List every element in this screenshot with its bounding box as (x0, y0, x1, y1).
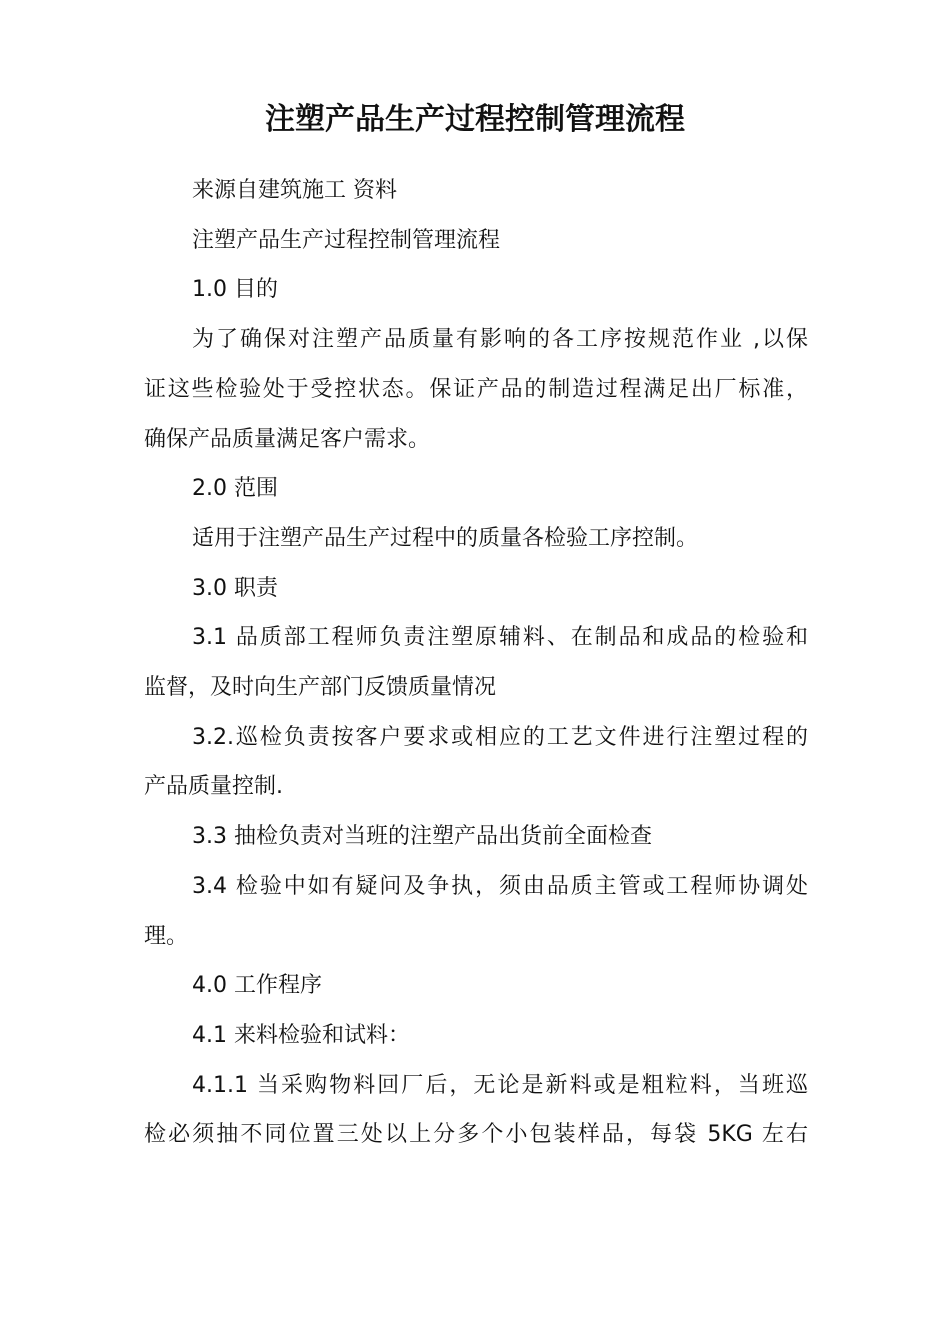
text-line: 4.0 工作程序 (192, 973, 322, 999)
text-line: 3.0 职责 (192, 575, 278, 601)
text-line: 为了确保对注塑产品质量有影响的各工序按规范作业 ,以保 (192, 327, 808, 353)
text-line: 3.1 品质部工程师负责注塑原辅料、在制品和成品的检验和 (192, 625, 808, 651)
text-line: 理。 (144, 923, 189, 949)
text-line: 适用于注塑产品生产过程中的质量各检验工序控制。 (192, 525, 699, 551)
text-line: 4.1.1 当采购物料回厂后，无论是新料或是粗粒料，当班巡 (192, 1072, 808, 1098)
text-line: 3.3 抽检负责对当班的注塑产品出货前全面检查 (192, 824, 652, 850)
text-line: 1.0 目的 (192, 277, 278, 303)
text-line: 3.4 检验中如有疑问及争执，须由品质主管或工程师协调处 (192, 873, 808, 899)
text-line: 3.2.巡检负责按客户要求或相应的工艺文件进行注塑过程的 (192, 724, 808, 750)
text-line: 产品质量控制. (144, 774, 283, 800)
text-line: 检必须抽不同位置三处以上分多个小包装样品，每袋 5KG 左右 (144, 1122, 808, 1148)
document-body (144, 166, 808, 1160)
text-line: 确保产品质量满足客户需求。 (144, 426, 431, 452)
text-line: 监督，及时向生产部门反馈质量情况 (144, 675, 497, 701)
text-line: 来源自建筑施工 资料 (192, 178, 397, 203)
document-title: 注塑产品生产过程控制管理流程 (265, 102, 685, 137)
text-line: 4.1 来料检验和试料： (192, 1022, 410, 1048)
text-line: 证这些检验处于受控状态。保证产品的制造过程满足出厂标准， (144, 376, 808, 402)
text-line: 注塑产品生产过程控制管理流程 (192, 227, 501, 253)
text-line: 2.0 范围 (192, 476, 278, 502)
